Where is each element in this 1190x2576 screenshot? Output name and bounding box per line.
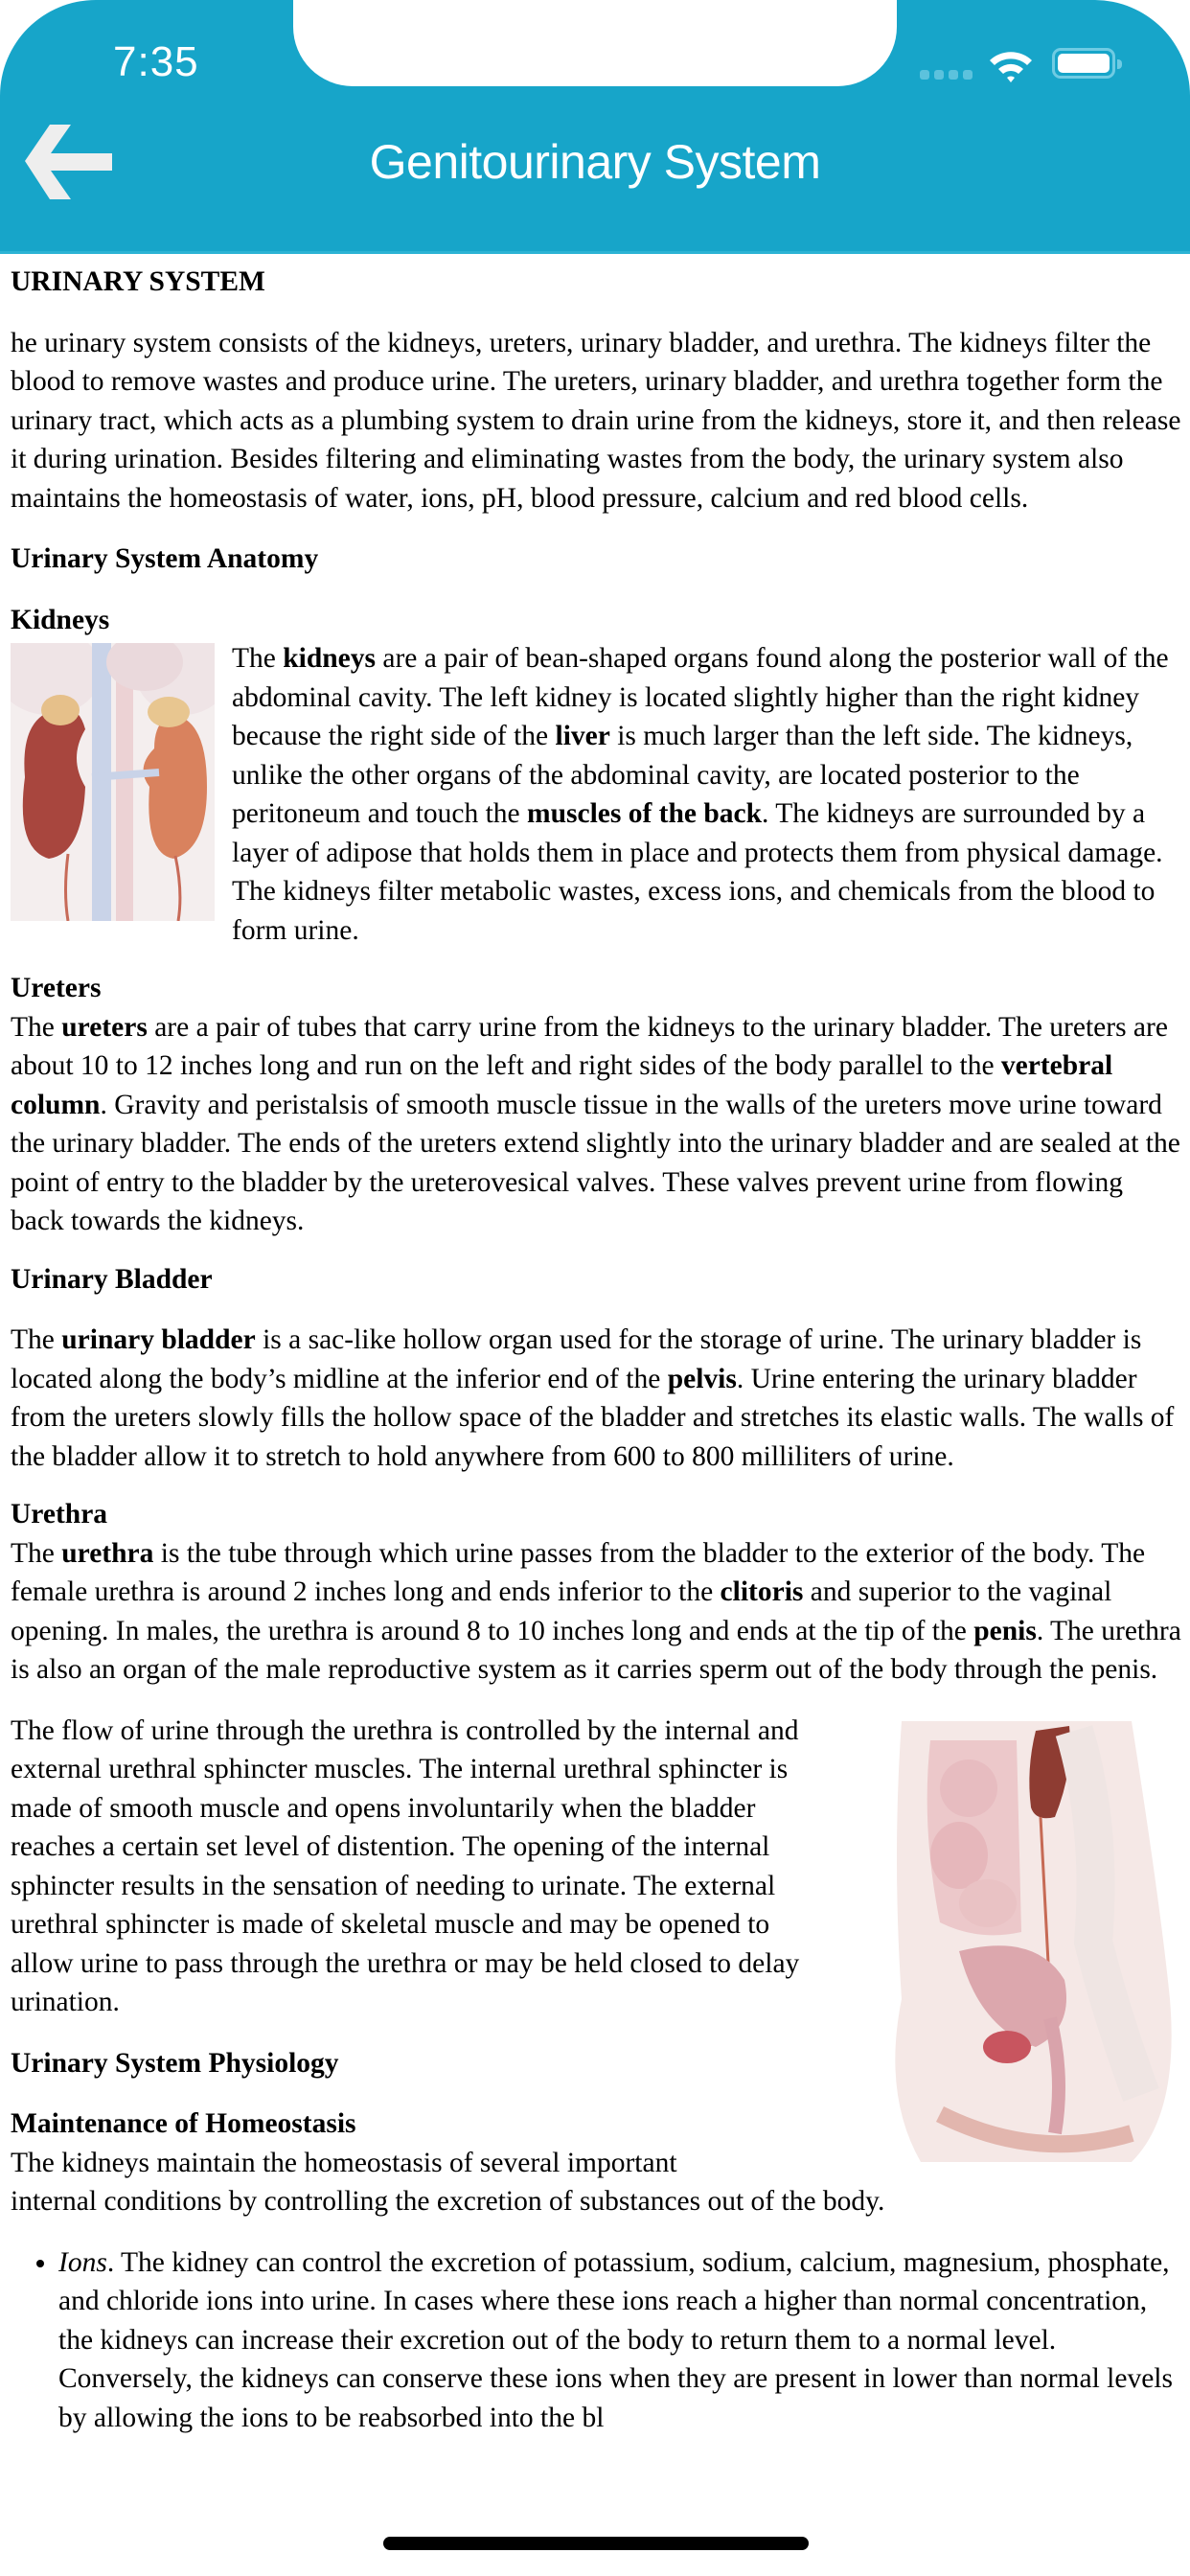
text-run: The: [11, 1537, 62, 1569]
urethra-paragraph: [11, 1534, 1181, 1690]
article-content: [11, 259, 1181, 2437]
bold-term: liver: [555, 721, 610, 751]
homeostasis-line-1: The kidneys maintain the homeostasis of several important: [11, 2147, 677, 2178]
bullet-term: Ions: [58, 2246, 107, 2278]
homeostasis-line-2: internal conditions by controlling the excretion of substances out of the body.: [11, 2186, 885, 2217]
text-run: is the tube through which urine passes from the bladder to the exterior of the body. The female urethra is around 2 inches long and ends inferior to the: [11, 1537, 1146, 1607]
page-title: Genitourinary System: [369, 135, 821, 189]
ureters-paragraph: [11, 1008, 1181, 1241]
bullet-text: . The kidney can control the excretion of potassium, sodium, calcium, magnesium, phosphate, and chloride ions into urine. In cases where these ions reach a higher than normal concentration, the kidneys can increase their excretion out of the body to return them to a normal level. Conversely, the kidneys can conserve these ions when they are present in lower than normal levels by allowing the ions to be reabsorbed into the bl: [58, 2246, 1173, 2433]
homeostasis-list: [11, 2243, 1181, 2438]
bold-term: urinary bladder: [61, 1324, 256, 1355]
cellular-signal-icon: [920, 70, 973, 80]
device-notch: [293, 0, 897, 86]
heading-anatomy: Urinary System Anatomy: [11, 543, 319, 574]
urinary-tract-sagittal-illustration: [844, 1712, 1181, 2172]
text-run: is much larger than the left side. The kidneys, unlike the other organs of the abdominal cavity, are located posterior to the peritoneum and touch the: [232, 721, 1133, 829]
text-run: . Urine entering the urinary bladder from the ureters slowly fills the hollow space of the bladder and stretches its elastic walls. The walls of the bladder allow it to stretch to hold anywhere from 600 to 800 milliliters of urine.: [11, 1363, 1175, 1472]
text-run: . The kidneys are surrounded by a layer of adipose that holds them in place and protects them from physical damage. The kidneys filter metabolic wastes, excess ions, and chemicals from the blood to form urine.: [232, 798, 1163, 946]
heading-homeostasis: Maintenance of Homeostasis: [11, 2108, 356, 2139]
home-indicator[interactable]: [383, 2537, 809, 2550]
heading-physiology: Urinary System Physiology: [11, 2047, 339, 2079]
battery-icon: [1052, 48, 1115, 79]
heading-kidneys: Kidneys: [11, 604, 110, 635]
kidneys-paragraph: [232, 639, 1181, 950]
nav-header: [0, 0, 1190, 254]
text-run: is a sac-like hollow organ used for the storage of urine. The urinary bladder is located along the body’s midline at the inferior end of the: [11, 1324, 1142, 1394]
bladder-paragraph: [11, 1321, 1181, 1476]
bold-term: penis: [973, 1615, 1037, 1646]
wifi-icon: [987, 46, 1035, 84]
bold-term: kidneys: [283, 643, 376, 674]
text-run: are a pair of bean-shaped organs found along the posterior wall of the abdominal cavity. The left kidney is located slightly higher than the right kidney because the right side of the: [232, 643, 1169, 751]
intro-paragraph: he urinary system consists of the kidneys, ureters, urinary bladder, and urethra. The kidneys filter the blood to remove wastes and produce urine. The ureters, urinary bladder, and urethra together form the urinary tract, which acts as a plumbing system to drain urine from the kidneys, store it, and then release it during urination. Besides filtering and eliminating wastes from the body, the urinary system also maintains the homeostasis of water, ions, pH, blood pressure, calcium and red blood cells.: [11, 327, 1181, 514]
heading-urethra: Urethra: [11, 1499, 108, 1530]
text-run: and superior to the vaginal opening. In males, the urethra is around 8 to 10 inches long and ends at the tip of the: [11, 1576, 1112, 1646]
section-heading-urinary-system: URINARY SYSTEM: [11, 266, 265, 297]
bold-term: pelvis: [667, 1363, 737, 1394]
kidneys-illustration: [11, 643, 215, 921]
text-run: The: [11, 1324, 62, 1355]
text-run: The: [232, 643, 284, 674]
heading-urinary-bladder: Urinary Bladder: [11, 1263, 213, 1295]
text-run: The: [11, 1011, 62, 1043]
bold-term: clitoris: [720, 1576, 804, 1607]
status-time: 7:35: [113, 38, 199, 85]
sphincter-paragraph: The flow of urine through the urethra is controlled by the internal and external urethral sphincter muscles. The internal urethral sphincter is made of smooth muscle and opens involuntarily when the bladder reaches a certain set level of distention. The opening of the internal sphincter results in the sensation of needing to urinate. The external urethral sphincter is made of skeletal muscle and may be opened to allow urine to pass through the urethra or may be held closed to delay urination.: [11, 1714, 800, 2017]
text-run: . The urethra is also an organ of the male reproductive system as it carries sperm out of the body through the penis.: [11, 1615, 1181, 1685]
bold-term: vertebral column: [11, 1050, 1113, 1120]
text-run: are a pair of tubes that carry urine from the kidneys to the urinary bladder. The ureters are about 10 to 12 inches long and run on the left and right sides of the body parallel to the: [11, 1011, 1168, 1081]
text-run: . Gravity and peristalsis of smooth muscle tissue in the walls of the ureters move urine toward the urinary bladder. The ends of the ureters extend slightly into the urinary bladder and are sealed at the point of entry to the bladder by the ureterovesical valves. These valves prevent urine from flowing back towards the kidneys.: [11, 1089, 1180, 1236]
bold-term: muscles of the back: [527, 798, 763, 829]
bold-term: ureters: [61, 1011, 148, 1043]
bold-term: urethra: [61, 1537, 154, 1569]
list-item: [58, 2243, 1181, 2438]
heading-ureters: Ureters: [11, 973, 102, 1003]
